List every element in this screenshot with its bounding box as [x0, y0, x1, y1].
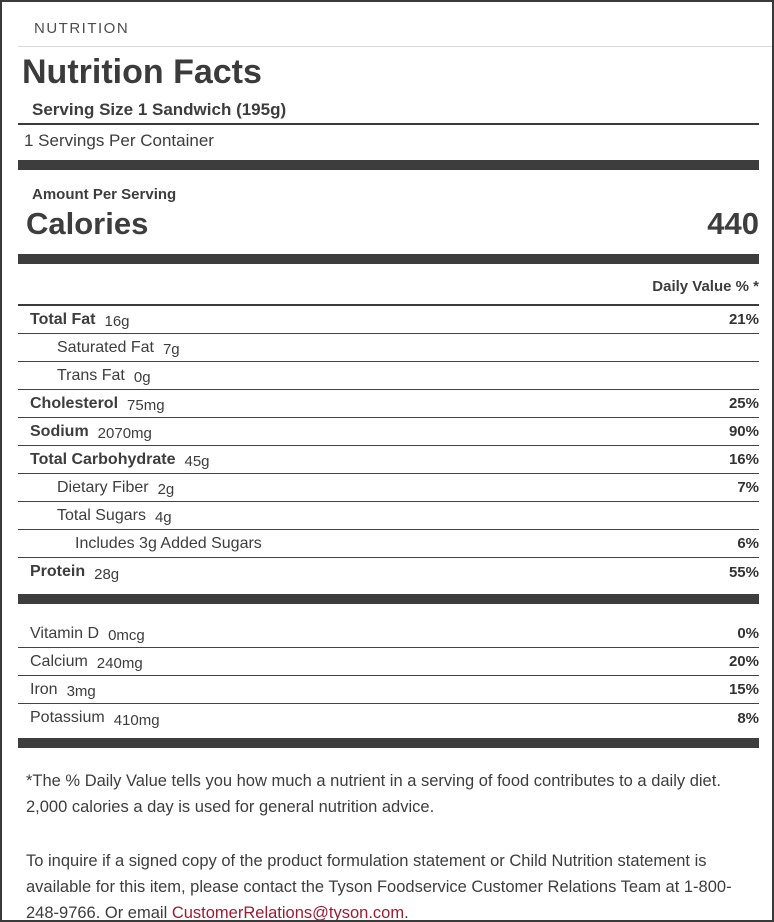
vitamin-amount: 410mg [113, 711, 160, 729]
nutrient-name: Total Sugars [57, 506, 146, 524]
nutrient-name: Cholesterol [30, 394, 119, 412]
servings-per-container: 1 Servings Per Container [24, 131, 214, 150]
nutrient-name: Protein [30, 563, 86, 580]
nutrient-daily-value: 55% [728, 563, 759, 581]
nutrition-section-tag: NUTRITION [34, 20, 130, 37]
daily-value-footnote: *The % Daily Value tells you how much a nutrient in a serving of food contributes to a daily diet. 2,000 calories a day is used for general nutrition advice. [26, 772, 721, 816]
nutrient-amount: 45g [184, 453, 210, 470]
nutrient-name: Includes 3g Added Sugars [75, 534, 262, 552]
nutrient-name: Total Fat [30, 310, 96, 328]
tag-divider [18, 46, 772, 47]
serving-size: Serving Size 1 Sandwich (195g) [32, 100, 287, 119]
nutrient-row-trans-fat [18, 362, 759, 390]
nutrient-row-total-fat [18, 306, 759, 334]
amount-per-serving-label: Amount Per Serving [32, 186, 177, 203]
vitamin-row-calcium [18, 648, 759, 676]
separator-bar [18, 160, 759, 170]
nutrient-row-total-carbohydrate [18, 446, 759, 474]
calories-row [18, 206, 759, 242]
contact-paragraph [26, 848, 746, 922]
page-title: Nutrition Facts [22, 53, 262, 91]
calories-value: 440 [707, 206, 759, 241]
daily-value-header: Daily Value % * [18, 278, 759, 306]
email-link[interactable]: CustomerRelations@tyson.com [171, 904, 405, 922]
nutrient-amount: 2070mg [97, 425, 152, 442]
nutrient-name: Saturated Fat [57, 338, 154, 356]
nutrient-daily-value: 90% [728, 423, 759, 440]
vitamin-daily-value: 0% [737, 625, 759, 642]
nutrient-row-dietary-fiber [18, 474, 759, 502]
nutrient-daily-value: 25% [728, 395, 759, 412]
vitamin-name: Calcium [30, 652, 88, 670]
vitamin-name: Iron [30, 680, 58, 698]
calories-label: Calories [26, 206, 149, 241]
separator-bar [18, 594, 759, 604]
vitamin-daily-value: 20% [728, 653, 759, 670]
vitamin-row-vitamin-d [18, 620, 759, 648]
contact-text-end: . [404, 904, 409, 922]
nutrient-amount: 75mg [127, 397, 165, 414]
nutrient-daily-value: 21% [728, 311, 759, 328]
nutrient-row-protein [18, 558, 759, 586]
nutrient-daily-value: 7% [737, 479, 759, 496]
nutrient-row-sodium [18, 418, 759, 446]
nutrient-daily-value: 6% [737, 535, 759, 552]
nutrient-amount: 0g [133, 369, 151, 386]
vitamin-daily-value: 8% [737, 709, 759, 727]
separator-bar [18, 254, 759, 264]
separator-bar [18, 738, 759, 748]
nutrient-row-saturated-fat [18, 334, 759, 362]
nutrient-name: Dietary Fiber [57, 478, 149, 496]
vitamin-amount: 240mg [96, 655, 143, 672]
serving-size-divider [18, 123, 759, 125]
vitamin-amount: 3mg [66, 683, 96, 700]
vitamin-name: Vitamin D [30, 624, 100, 642]
vitamins-table [18, 620, 759, 732]
nutrient-amount: 4g [154, 509, 172, 526]
vitamin-daily-value: 15% [728, 681, 759, 698]
vitamin-row-iron [18, 676, 759, 704]
nutrient-row-cholesterol [18, 390, 759, 418]
nutrient-amount: 16g [104, 313, 130, 330]
nutrient-name: Total Carbohydrate [30, 450, 176, 468]
nutrient-daily-value: 16% [728, 451, 759, 468]
nutrient-row-added-sugars [18, 530, 759, 558]
vitamin-name: Potassium [30, 709, 105, 726]
contact-text: To inquire if a signed copy of the product formulation statement or Child Nutrition statement is available for this item, please contact the Tyson Foodservice Customer Relations Team at 1-800-248-9766. Or email [26, 852, 732, 922]
vitamin-amount: 0mcg [108, 627, 145, 644]
nutrient-name: Sodium [30, 422, 89, 440]
nutrient-name: Trans Fat [57, 366, 125, 384]
nutrient-table [18, 306, 759, 586]
nutrient-amount: 2g [157, 481, 175, 498]
nutrient-amount: 28g [94, 565, 120, 583]
nutrient-row-total-sugars [18, 502, 759, 530]
nutrient-amount: 7g [162, 341, 180, 358]
vitamin-row-potassium [18, 704, 759, 732]
